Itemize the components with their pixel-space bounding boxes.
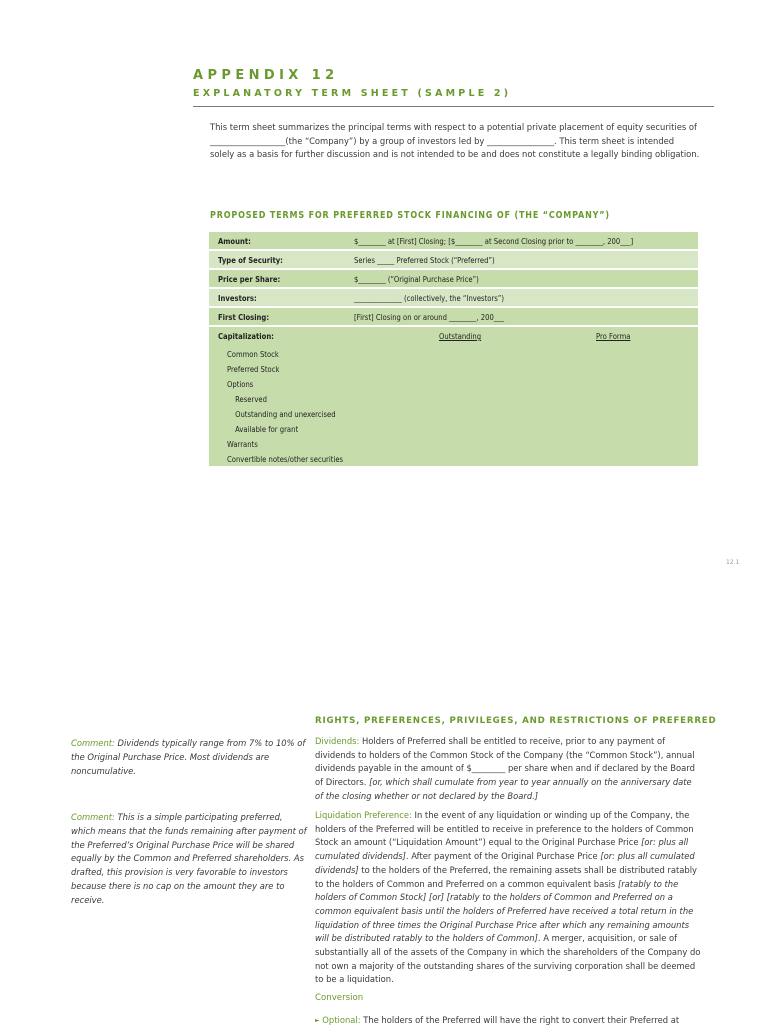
row-label: Amount: bbox=[218, 237, 251, 246]
table-row-first-closing bbox=[209, 308, 698, 327]
comment-text: This is a simple participating preferred, which means that the funds remaining after payment of the Preferred’s Original Purchase Price will be shared equally by the Common and Preferred shareholders. As drafted, this provision is very favorable to investors because there is no cap on the amount they are to receive. bbox=[71, 812, 307, 905]
comment-tag: Comment: bbox=[71, 738, 115, 748]
optional-text: The holders of the Preferred will have the right to convert their Preferred at bbox=[360, 1015, 680, 1025]
liquidation-text: In the event of any liquidation or winding up of the Company, the holders of the Preferred will be entitled to receive in preference to the holders of Common Stock an amount (“Liquidation Amount”) equal to the Original Purchase Price bbox=[315, 810, 694, 848]
rights-heading: RIGHTS, PREFERENCES, PRIVILEGES, AND RESTRICTIONS OF PREFERRED bbox=[315, 715, 717, 726]
appendix-subtitle: EXPLANATORY TERM SHEET (SAMPLE 2) bbox=[193, 88, 512, 99]
row-label: Investors: bbox=[218, 294, 257, 303]
liquidation-comment bbox=[71, 811, 307, 908]
row-value: Series _____ Preferred Stock (“Preferred”) bbox=[354, 256, 495, 265]
capitalization-block bbox=[209, 327, 698, 466]
row-value: ______________ (collectively, the “Investors”) bbox=[354, 294, 505, 303]
optional-label: Optional: bbox=[322, 1015, 361, 1025]
cap-item: Warrants bbox=[227, 440, 258, 449]
liquidation-text: . After payment of the Original Purchase Price bbox=[405, 851, 601, 862]
liquidation-text: to the holders of the Preferred, the remaining assets shall be distributed ratably to the holders of Common and Preferred on a common equivalent basis bbox=[315, 864, 698, 889]
table-row-price-per-share bbox=[209, 270, 698, 289]
cap-item: Convertible notes/other securities bbox=[227, 455, 344, 464]
capitalization-items bbox=[227, 347, 356, 467]
liquidation-label: Liquidation Preference: bbox=[315, 810, 412, 820]
row-label: First Closing: bbox=[218, 313, 270, 322]
row-value: $________ (“Original Purchase Price”) bbox=[354, 275, 479, 284]
cap-subitem: Reserved bbox=[235, 395, 267, 404]
capitalization-label: Capitalization: bbox=[218, 332, 274, 341]
header-divider bbox=[193, 106, 714, 107]
cap-item: Options bbox=[227, 380, 254, 389]
conversion-heading: Conversion bbox=[315, 993, 364, 1003]
dividends-italic-text: [or, which shall cumulate from year to year annually on the anniversary date of the closing whether or not declared by the Board.] bbox=[315, 777, 692, 801]
bullet-arrow-icon: ► bbox=[315, 1017, 320, 1024]
dividends-comment bbox=[71, 737, 307, 778]
cap-item: Common Stock bbox=[227, 350, 279, 359]
terms-table-title: PROPOSED TERMS FOR PREFERRED STOCK FINANCING OF (THE “COMPANY”) bbox=[210, 210, 610, 221]
cap-subitem: Outstanding and unexercised bbox=[235, 410, 336, 419]
terms-table bbox=[209, 232, 698, 466]
comment-tag: Comment: bbox=[71, 812, 115, 822]
cap-item: Preferred Stock bbox=[227, 365, 280, 374]
page-number: 12.1 bbox=[726, 559, 740, 566]
table-row-amount bbox=[209, 232, 698, 251]
comment-text: Dividends typically range from 7% to 10% of the Original Purchase Price. Most dividends are noncumulative. bbox=[71, 738, 306, 776]
table-row-investors bbox=[209, 289, 698, 308]
liquidation-italic-text: [or: plus all cumulated dividends] bbox=[315, 837, 689, 862]
dividends-paragraph bbox=[315, 735, 701, 804]
intro-paragraph: This term sheet summarizes the principal terms with respect to a potential private placement of equity securities of __________________(the “Company”) by a group of investors led by ________________. This term sheet is intended solely as a basis for further discussion and is not intended to be and does not constitute a legally binding obligation. bbox=[210, 122, 700, 160]
liquidation-text: . A merger, acquisition, or sale of substantially all of the assets of the Company in which the shareholders of the Company do not own a majority of the outstanding shares of the surviving corporation shall be deemed to be a liquidation. bbox=[315, 933, 701, 985]
appendix-heading: APPENDIX 12 bbox=[193, 68, 339, 83]
cap-subitem: Available for grant bbox=[235, 425, 299, 434]
row-value: $________ at [First] Closing; [$________ at Second Closing prior to ________, 200___] bbox=[354, 237, 634, 246]
row-value: [First] Closing on or around ________, 200___ bbox=[354, 313, 505, 322]
row-label: Type of Security: bbox=[218, 256, 283, 265]
liquidation-italic-text: [or: plus all cumulated dividends] bbox=[315, 851, 695, 875]
dividends-text: Holders of Preferred shall be entitled to receive, prior to any payment of dividends to holders of the Common Stock of the Company (the “Common Stock”), annual dividends payable in the amount of $________ per share when and if declared by the Board of Directors. bbox=[315, 736, 695, 788]
row-label: Price per Share: bbox=[218, 275, 281, 284]
pro-forma-column-header: Pro Forma bbox=[596, 332, 631, 341]
liquidation-italic-text: [ratably to the holders of Common Stock] [or] [ratably to the holders of Common and Preferred on a common equivalent basis until the holders of Preferred have received a total return in the liquidation of three times the Original Purchase Price after which any remaining amounts will be distributed ratably to the holders of Common] bbox=[315, 878, 694, 944]
liquidation-paragraph bbox=[315, 809, 701, 987]
outstanding-column-header: Outstanding bbox=[439, 332, 482, 341]
dividends-label: Dividends: bbox=[315, 736, 360, 746]
table-row-type-of-security bbox=[209, 251, 698, 270]
